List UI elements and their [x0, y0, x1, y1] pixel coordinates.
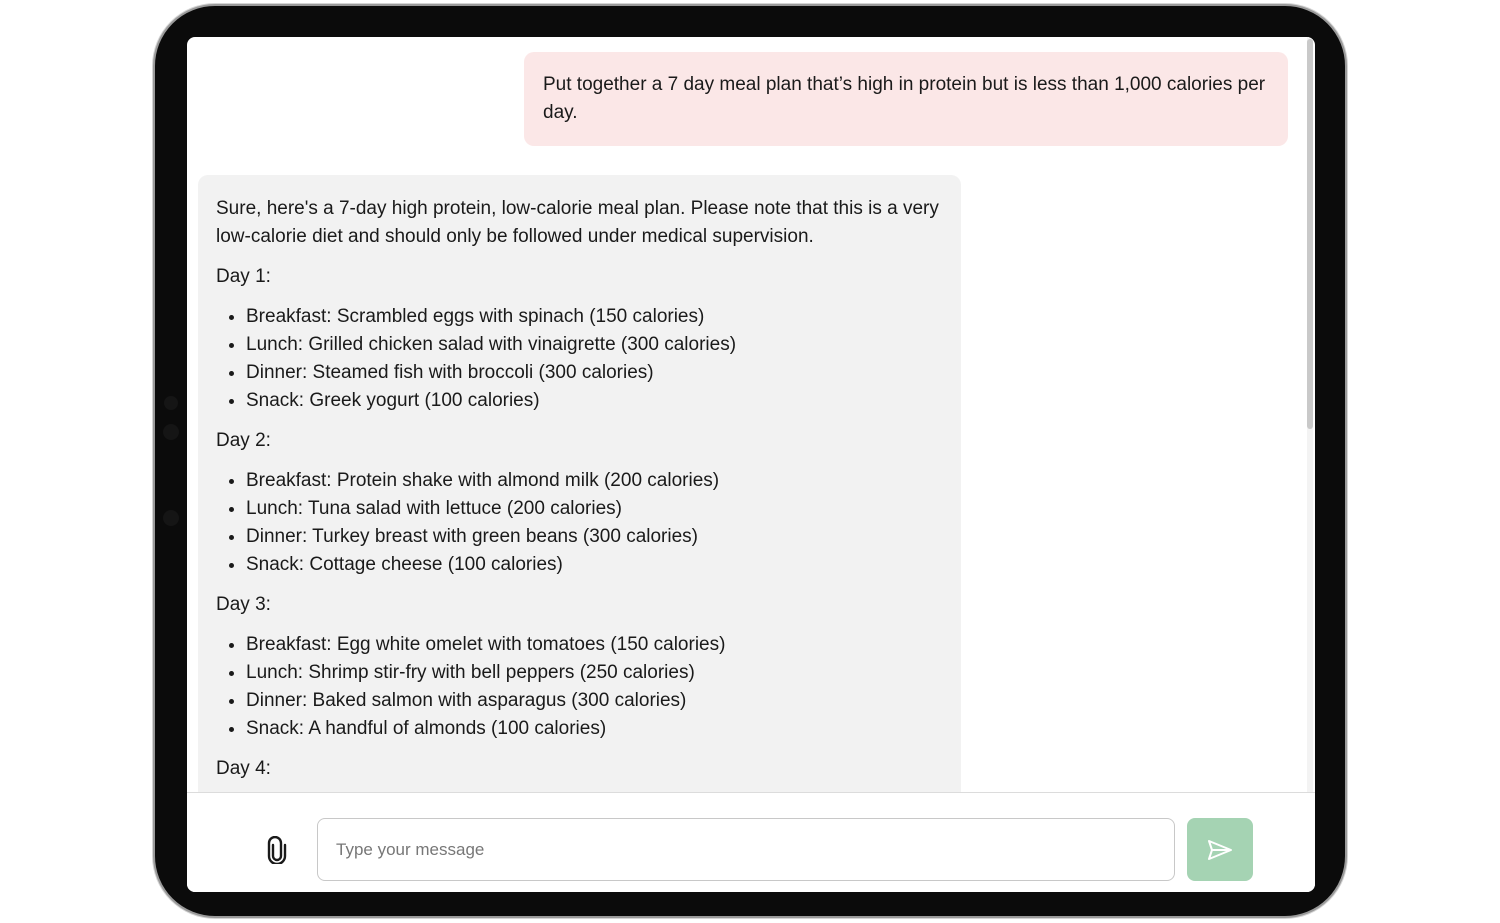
list-item: • Lunch: Tuna salad with lettuce (200 calories) — [246, 495, 943, 523]
day-label: Day 2: — [216, 430, 271, 451]
list-item: • Snack: Cottage cheese (100 calories) — [246, 551, 943, 579]
paperclip-icon — [266, 836, 288, 864]
list-item: • Dinner: Turkey breast with green beans (300 calories) — [246, 523, 943, 551]
user-message-text: Put together a 7 day meal plan that’s high in protein but is less than 1,000 calories per day. — [543, 74, 1266, 123]
message-input[interactable] — [317, 818, 1175, 881]
meal-list — [216, 631, 943, 743]
day-label: Day 1: — [216, 266, 271, 287]
camera-dot — [164, 396, 178, 410]
list-item: • Lunch: Grilled chicken salad with vinaigrette (300 calories) — [246, 331, 943, 359]
screen — [187, 37, 1315, 892]
list-item: • Snack: A handful of almonds (100 calories) — [246, 715, 943, 743]
list-item: • Breakfast: Scrambled eggs with spinach (150 calories) — [246, 303, 943, 331]
chat-scrollbar[interactable] — [1307, 37, 1313, 792]
scrollbar-thumb[interactable] — [1307, 39, 1313, 429]
list-item: • Snack: Greek yogurt (100 calories) — [246, 387, 943, 415]
user-message-bubble — [524, 52, 1288, 146]
send-button[interactable] — [1187, 818, 1253, 881]
composer-bar — [187, 792, 1315, 892]
day-label: Day 3: — [216, 594, 271, 615]
meal-list — [216, 467, 943, 579]
chat-transcript[interactable] — [187, 37, 1315, 792]
day-label: Day 4: — [216, 758, 271, 779]
list-item: • Breakfast: Egg white omelet with tomatoes (150 calories) — [246, 631, 943, 659]
send-icon — [1207, 839, 1233, 861]
list-item: • Dinner: Baked salmon with asparagus (300 calories) — [246, 687, 943, 715]
meal-list — [216, 303, 943, 415]
attach-button[interactable] — [263, 833, 291, 867]
camera-dot — [163, 424, 179, 440]
camera-dot — [163, 510, 179, 526]
assistant-message-bubble — [198, 175, 961, 792]
assistant-intro-text: Sure, here's a 7-day high protein, low-calorie meal plan. Please note that this is a very low-calorie diet and should only be followed under medical supervision. — [216, 198, 939, 247]
list-item: • Breakfast: Protein shake with almond milk (200 calories) — [246, 467, 943, 495]
list-item: • Lunch: Shrimp stir-fry with bell peppers (250 calories) — [246, 659, 943, 687]
list-item: • Dinner: Steamed fish with broccoli (300 calories) — [246, 359, 943, 387]
